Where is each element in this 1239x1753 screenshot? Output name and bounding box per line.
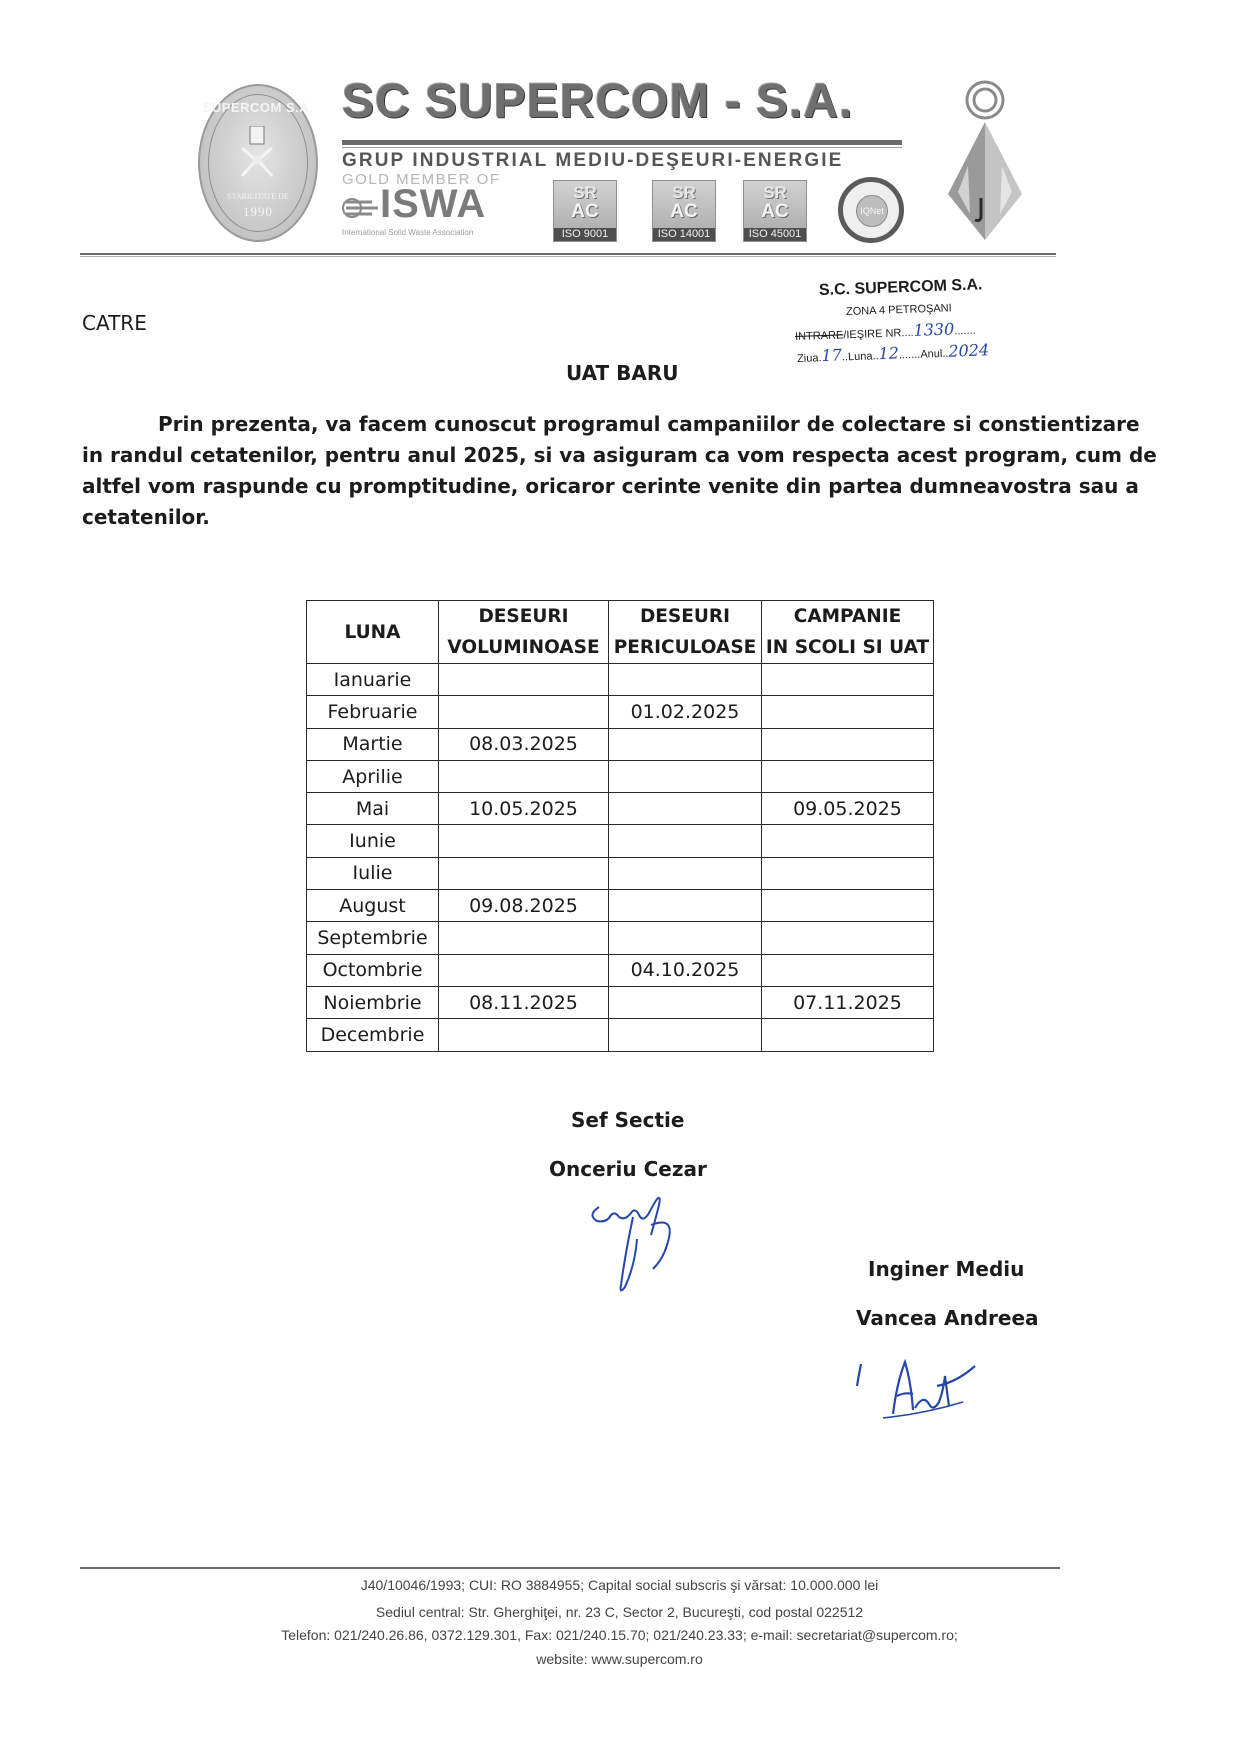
- cell-deseuri-voluminoase: 09.08.2025: [439, 890, 609, 922]
- letter-body: [82, 409, 1162, 533]
- header-deseuri-voluminoase: DESEURI VOLUMINOASE: [439, 601, 609, 664]
- cert-ac-label: AC: [761, 201, 789, 222]
- cell-deseuri-periculoase: [609, 922, 762, 954]
- cert-badge-iso9001: [553, 180, 617, 242]
- iswa-logo-icon: [342, 191, 382, 225]
- right-signatory-title: Inginer Mediu: [868, 1257, 1025, 1281]
- stamp-company: S.C. SUPERCOM S.A.: [818, 276, 983, 299]
- table-row: [307, 664, 934, 696]
- cell-deseuri-voluminoase: 08.03.2025: [439, 728, 609, 760]
- table-row: [307, 1019, 934, 1051]
- cell-campanie: [762, 760, 934, 792]
- cell-deseuri-voluminoase: 10.05.2025: [439, 793, 609, 825]
- cell-deseuri-periculoase: [609, 793, 762, 825]
- cert-ac-label: AC: [670, 201, 698, 222]
- cell-deseuri-voluminoase: 08.11.2025: [439, 986, 609, 1018]
- cell-campanie: [762, 1019, 934, 1051]
- cert-iso-label: ISO 9001: [554, 228, 616, 241]
- cell-campanie: [762, 728, 934, 760]
- cell-deseuri-periculoase: [609, 825, 762, 857]
- cell-deseuri-periculoase: [609, 664, 762, 696]
- stamp-entry-number: 1330: [913, 319, 955, 340]
- table-row: [307, 760, 934, 792]
- cell-deseuri-voluminoase: [439, 664, 609, 696]
- cell-luna: Ianuarie: [307, 664, 439, 696]
- stamp-entry-label: /IEŞIRE NR.: [843, 327, 905, 342]
- supercom-emblem-icon: [930, 74, 1040, 244]
- cert-iso-label: ISO 45001: [744, 228, 806, 241]
- cell-campanie: [762, 890, 934, 922]
- cell-luna: Septembrie: [307, 922, 439, 954]
- cert-sr-label: SR: [763, 183, 787, 202]
- stamp-ziua: 17: [821, 345, 843, 366]
- cell-deseuri-voluminoase: [439, 1019, 609, 1051]
- table-row: [307, 922, 934, 954]
- table-row: [307, 857, 934, 889]
- recipient-name: UAT BARU: [566, 361, 679, 385]
- stamp-zone: ZONA 4 PETROŞANI: [845, 302, 952, 318]
- cell-deseuri-voluminoase: [439, 696, 609, 728]
- cell-luna: Octombrie: [307, 954, 439, 986]
- cell-deseuri-periculoase: [609, 890, 762, 922]
- cell-deseuri-periculoase: 04.10.2025: [609, 954, 762, 986]
- cell-luna: Aprilie: [307, 760, 439, 792]
- cert-badge-iso14001: [652, 180, 716, 242]
- iswa-subtitle: International Solid Waste Association: [342, 228, 474, 237]
- left-signatory-title: Sef Sectie: [571, 1108, 685, 1132]
- seal-top-text: SUPERCOM S.A.: [202, 100, 314, 115]
- cell-campanie: [762, 825, 934, 857]
- seal-bottom-text: STABILITATE DE: [227, 192, 289, 201]
- stamp-registration-number: INTRARE/IEŞIRE NR....1330.......: [794, 319, 976, 343]
- cell-campanie: [762, 954, 934, 986]
- table-row: [307, 986, 934, 1018]
- company-tagline: GRUP INDUSTRIAL MEDIU-DEŞEURI-ENERGIE: [342, 150, 844, 171]
- cell-luna: August: [307, 890, 439, 922]
- cell-campanie: [762, 696, 934, 728]
- cell-campanie: 09.05.2025: [762, 793, 934, 825]
- table-row: [307, 954, 934, 986]
- cell-campanie: [762, 664, 934, 696]
- cell-deseuri-periculoase: [609, 728, 762, 760]
- cert-sr-label: SR: [573, 183, 597, 202]
- table-row: [307, 696, 934, 728]
- table-row: [307, 890, 934, 922]
- header-luna: LUNA: [307, 601, 439, 664]
- cell-deseuri-voluminoase: [439, 954, 609, 986]
- cell-luna: Martie: [307, 728, 439, 760]
- stamp-anul-label: Anul: [920, 347, 943, 361]
- table-header-row: [307, 601, 934, 664]
- stamp-luna-label: Luna: [847, 350, 873, 364]
- table-row: [307, 793, 934, 825]
- header-campanie: CAMPANIE IN SCOLI SI UAT: [762, 601, 934, 664]
- right-signatory-name: Vancea Andreea: [856, 1306, 1039, 1330]
- cell-deseuri-periculoase: [609, 1019, 762, 1051]
- cell-luna: Februarie: [307, 696, 439, 728]
- stamp-date: Ziua.17..Luna..12.......Anul..2024: [796, 340, 990, 366]
- stamp-ziua-label: Ziua: [796, 352, 819, 365]
- gold-member-label: GOLD MEMBER OF: [342, 171, 501, 188]
- cell-campanie: 07.11.2025: [762, 986, 934, 1018]
- handwritten-signature-left: [585, 1195, 710, 1300]
- cell-luna: Mai: [307, 793, 439, 825]
- cert-ac-label: AC: [571, 201, 599, 222]
- letterhead-rule-thin: [80, 256, 1056, 257]
- company-name: SC SUPERCOM - S.A.: [342, 75, 854, 128]
- cell-deseuri-voluminoase: [439, 825, 609, 857]
- cell-deseuri-periculoase: [609, 760, 762, 792]
- iqnet-label: IQNet: [856, 195, 888, 227]
- table-row: [307, 728, 934, 760]
- letter-body-text: Prin prezenta, va facem cunoscut programul campaniilor de colectare si constientizare in randul cetatenilor, pentru anul 2025, si va asiguram ca vom respecta acest program, cum de altfel vom raspunde cu promptitudine, oricaror cerinte venite din partea dumneavostra sau a cetatenilor.: [82, 412, 1157, 529]
- cert-iso-label: ISO 14001: [653, 228, 715, 241]
- cell-deseuri-voluminoase: [439, 857, 609, 889]
- cell-campanie: [762, 922, 934, 954]
- footer-rule: [80, 1567, 1060, 1569]
- footer-address: Sediul central: Str. Gherghiţei, nr. 23 C, Sector 2, Bucureşti, cod postal 022512: [375, 1604, 864, 1620]
- handwritten-signature-right: [853, 1352, 988, 1427]
- cert-sr-label: SR: [672, 183, 696, 202]
- campaign-schedule-table: [306, 600, 934, 1052]
- cert-badge-iso45001: [743, 180, 807, 242]
- addressee-label: CATRE: [82, 311, 147, 335]
- stamp-luna: 12: [878, 343, 900, 364]
- cell-deseuri-voluminoase: [439, 760, 609, 792]
- footer-contact: Telefon: 021/240.26.86, 0372.129.301, Fax: 021/240.15.70; 021/240.23.33; e-mail: secretariat@supercom.ro;: [281, 1627, 958, 1643]
- letterhead-rule: [80, 253, 1056, 255]
- table-row: [307, 825, 934, 857]
- cell-deseuri-voluminoase: [439, 922, 609, 954]
- shield-icon: [240, 126, 274, 182]
- footer-website: website: www.supercom.ro: [536, 1651, 703, 1667]
- iswa-logo-text: ISWA: [380, 182, 487, 226]
- header-deseuri-periculoase: DESEURI PERICULOASE: [609, 601, 762, 664]
- cell-deseuri-periculoase: 01.02.2025: [609, 696, 762, 728]
- header-divider-thin: [342, 147, 902, 148]
- stamp-anul: 2024: [948, 340, 990, 361]
- cell-deseuri-periculoase: [609, 986, 762, 1018]
- iqnet-certified-badge: [838, 177, 904, 243]
- stamp-entry-struck: INTRARE: [794, 329, 844, 343]
- cell-luna: Iunie: [307, 825, 439, 857]
- footer-registration: J40/10046/1993; CUI: RO 3884955; Capital social subscris şi vărsat: 10.000.000 lei: [360, 1577, 879, 1593]
- cell-campanie: [762, 857, 934, 889]
- cell-luna: Noiembrie: [307, 986, 439, 1018]
- header-divider: [342, 140, 902, 145]
- cell-deseuri-periculoase: [609, 857, 762, 889]
- seal-year: 1990: [243, 204, 273, 219]
- cell-luna: Iulie: [307, 857, 439, 889]
- left-signatory-name: Onceriu Cezar: [549, 1157, 707, 1181]
- company-seal-logo: [198, 84, 318, 242]
- cell-luna: Decembrie: [307, 1019, 439, 1051]
